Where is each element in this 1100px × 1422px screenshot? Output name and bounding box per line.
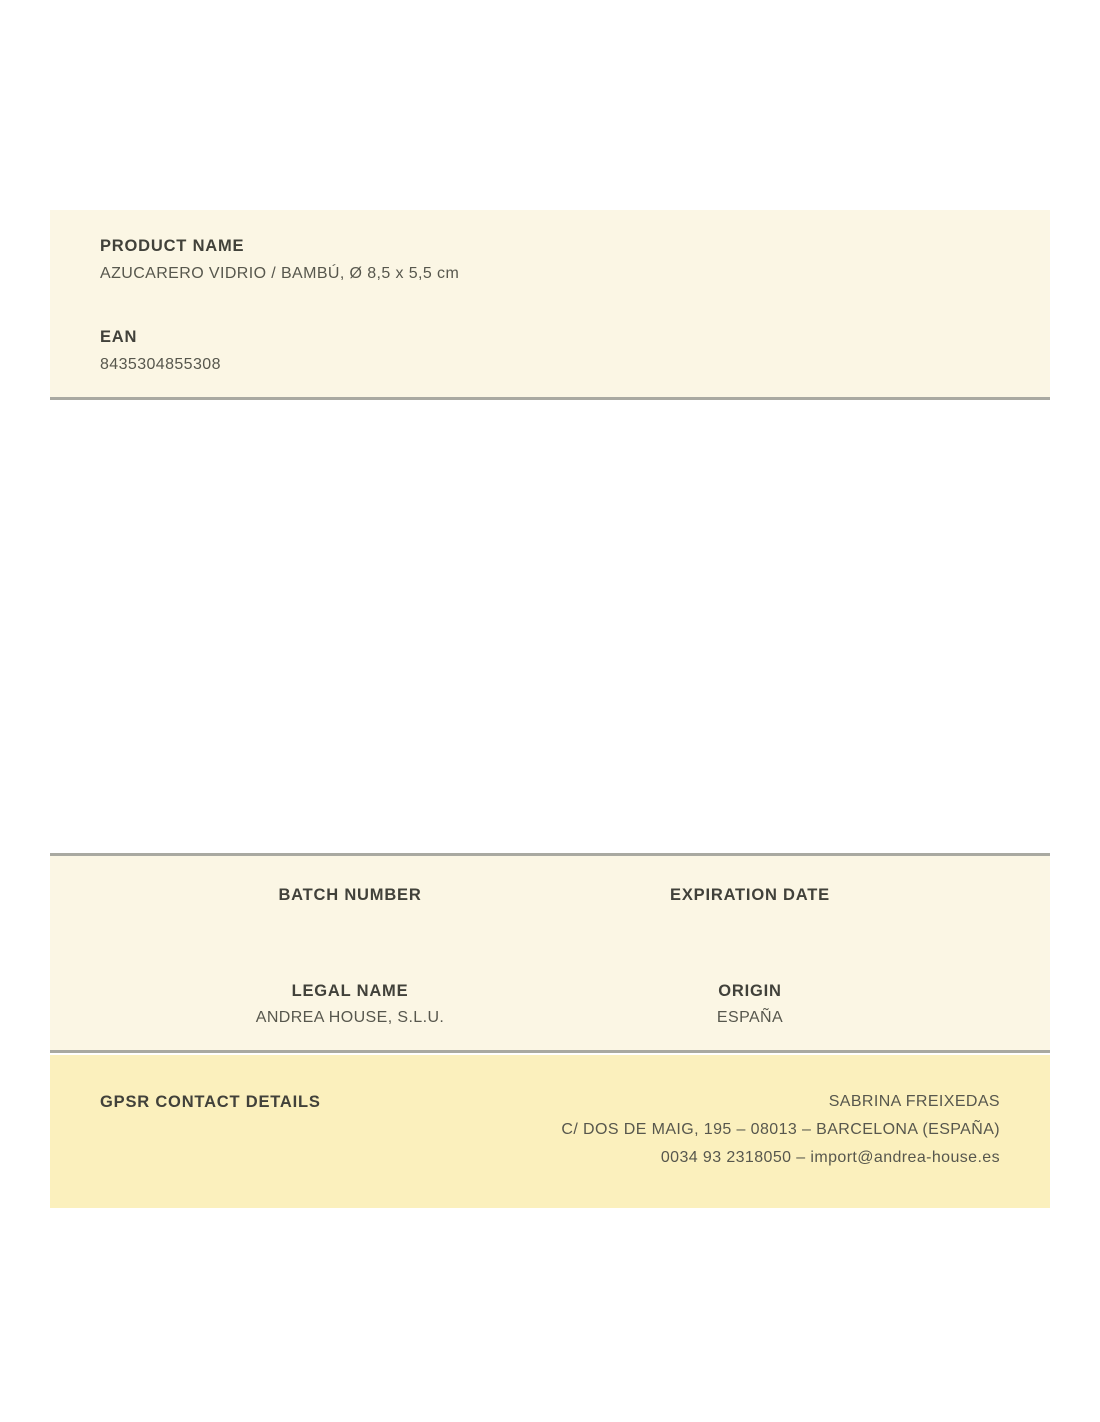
- gpsr-contact-label: GPSR CONTACT DETAILS: [100, 1093, 321, 1111]
- gpsr-section: [50, 1055, 1050, 1208]
- batch-number-field: [150, 886, 550, 912]
- traceability-section: [50, 853, 1050, 1053]
- batch-number-label: BATCH NUMBER: [278, 886, 422, 904]
- gpsr-contact-address: C/ DOS DE MAIG, 195 – 08013 – BARCELONA (ESPAÑA): [561, 1121, 1000, 1138]
- legal-name-field: [150, 982, 550, 1027]
- origin-label: ORIGIN: [718, 982, 782, 1000]
- product-section: [50, 210, 1050, 400]
- product-name-field: [100, 237, 1000, 283]
- origin-field: [550, 982, 950, 1027]
- legal-name-value: ANDREA HOUSE, S.L.U.: [255, 1009, 445, 1026]
- gpsr-contact-block: [561, 1088, 1000, 1172]
- ean-field: [100, 328, 1000, 374]
- origin-value: ESPAÑA: [716, 1009, 784, 1026]
- expiration-date-label: EXPIRATION DATE: [670, 886, 830, 904]
- legal-name-label: LEGAL NAME: [291, 982, 409, 1000]
- gpsr-contact-person: SABRINA FREIXEDAS: [828, 1093, 1000, 1110]
- ean-value: 8435304855308: [100, 356, 221, 373]
- expiration-date-field: [550, 886, 950, 912]
- ean-label: EAN: [100, 328, 138, 346]
- product-name-value: AZUCARERO VIDRIO / BAMBÚ, Ø 8,5 x 5,5 cm: [100, 265, 460, 282]
- product-name-label: PRODUCT NAME: [100, 237, 245, 255]
- gpsr-contact-phone-email: 0034 93 2318050 – import@andrea-house.es: [660, 1149, 1000, 1166]
